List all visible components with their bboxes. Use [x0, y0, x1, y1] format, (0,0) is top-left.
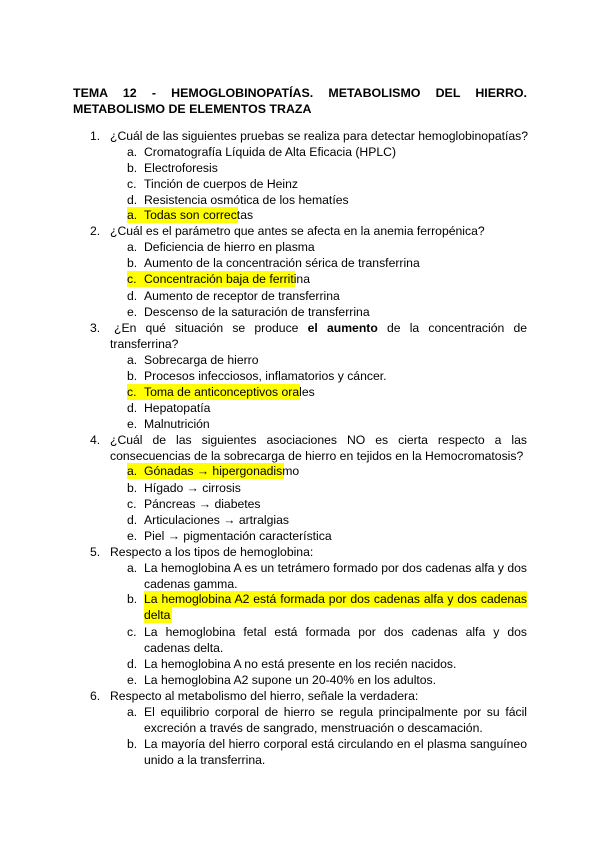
option-letter: b.: [127, 369, 138, 383]
option-highlighted: [127, 384, 315, 400]
question-number: 1.: [90, 129, 101, 143]
option-letter: e.: [127, 305, 138, 319]
option-letter: e.: [127, 529, 138, 543]
option-text: Resistencia osmótica de los hematíes: [144, 193, 349, 207]
option-text-line-1: El equilibrio corporal de hierro se regula principalmente por su fácil: [144, 705, 527, 719]
option-letter: a.: [127, 705, 138, 719]
option-letter: e.: [127, 673, 138, 687]
option-text: Todas son correctas: [144, 208, 254, 222]
question-text-part: ¿En qué situación se produce: [114, 321, 299, 335]
option-text: Cromatografía Líquida de Alta Eficacia (HPLC): [144, 145, 396, 159]
option-text: Hepatopatía: [144, 401, 211, 415]
option-text-line-2: excreción a través de sangrado, menstruación o descamación.: [144, 721, 483, 735]
option-text-line-1: La hemoglobina A es un tetrámero formado por dos cadenas alfa y dos: [144, 561, 527, 575]
option-text: La hemoglobina A no está presente en los recién nacidos.: [144, 657, 457, 671]
option-text: Malnutrición: [144, 417, 210, 431]
option-continuation-highlighted: [144, 607, 172, 623]
option-highlighted: [127, 271, 310, 287]
option-text: Aumento de la concentración sérica de transferrina: [144, 256, 420, 270]
question-text-part: de la concentración de: [386, 321, 528, 335]
option-text-line-2: cadenas delta.: [144, 641, 224, 655]
option-text: Articulaciones → artralgias: [144, 513, 289, 527]
option-letter: a.: [127, 561, 138, 575]
option-text: Tinción de cuerpos de Heinz: [144, 177, 299, 191]
title-line-1: TEMA 12 - HEMOGLOBINOPATÍAS. METABOLISMO DEL HIERRO.: [73, 86, 527, 100]
option-text: Piel → pigmentación característica: [144, 529, 332, 543]
option-text: Sobrecarga de hierro: [144, 353, 259, 367]
option-continuation: [144, 752, 265, 768]
option-text: Deficiencia de hierro en plasma: [144, 240, 315, 254]
option-continuation: [144, 640, 223, 656]
option-text: Aumento de receptor de transferrina: [144, 289, 340, 303]
question-number: 2.: [90, 224, 101, 238]
option-text: Toma de anticonceptivos orales: [144, 385, 315, 399]
option-letter: a.: [127, 208, 138, 222]
option-text: Gónadas → hipergonadismo: [144, 464, 300, 478]
option-letter: b.: [127, 737, 138, 751]
question-text-line-1: ¿Cuál de las siguientes asociaciones NO es cierta respecto a las: [110, 433, 527, 447]
title-line-2: METABOLISMO DE ELEMENTOS TRAZA: [73, 102, 312, 116]
option-letter: b.: [127, 481, 138, 495]
option-letter: d.: [127, 513, 138, 527]
option-text-line-1: La hemoglobina A2 está formada por dos cadenas alfa y dos cadenas: [144, 592, 527, 606]
question-text-line-1: [114, 320, 527, 336]
option-text: Procesos infecciosos, inflamatorios y cáncer.: [144, 369, 387, 383]
option-highlighted: [127, 207, 254, 223]
option-text-line-2: delta: [144, 608, 171, 622]
option-letter: c.: [127, 177, 137, 191]
option-letter: c.: [127, 272, 137, 286]
question-text-line-2: transferrina?: [110, 337, 179, 351]
option-letter: d.: [127, 193, 138, 207]
question-number: 5.: [90, 545, 101, 559]
option-text-line-2: unido a la transferrina.: [144, 753, 266, 767]
option-letter: a.: [127, 464, 138, 478]
option-letter: a.: [127, 353, 138, 367]
question-number: 6.: [90, 689, 101, 703]
option-letter: a.: [127, 145, 138, 159]
question-text: Respecto al metabolismo del hierro, señale la verdadera:: [110, 689, 419, 703]
option-letter: e.: [127, 417, 138, 431]
option-text: Páncreas → diabetes: [144, 497, 261, 511]
question-number: 4.: [90, 433, 101, 447]
option-text-line-2: cadenas gamma.: [144, 577, 238, 591]
question-text-line-2: consecuencias de la sobrecarga de hierro en tejidos en la Hemocromatosis?: [110, 449, 524, 463]
question-text-bold: el aumento: [307, 321, 378, 335]
option-letter: a.: [127, 240, 138, 254]
option-text: La hemoglobina A2 supone un 20-40% en los adultos.: [144, 673, 437, 687]
question-4-line-2: [110, 448, 523, 464]
option-text-line-1: La mayoría del hierro corporal está circulando en el plasma sanguíneo: [144, 737, 527, 751]
page-title: [73, 85, 527, 117]
option-highlighted: [127, 463, 300, 479]
option-letter: b.: [127, 256, 138, 270]
option-letter: d.: [127, 289, 138, 303]
option-text-line-1: La hemoglobina fetal está formada por dos cadenas alfa y dos: [144, 625, 527, 639]
option-text: Concentración baja de ferritina: [144, 272, 310, 286]
question-text: ¿Cuál es el parámetro que antes se afecta en la anemia ferropénica?: [110, 224, 485, 238]
option-continuation: [144, 576, 238, 592]
option-continuation: [144, 720, 483, 736]
option-text: Electroforesis: [144, 161, 218, 175]
question-3-line-2: [110, 336, 178, 352]
question-text: Respecto a los tipos de hemoglobina:: [110, 545, 314, 559]
option-text: Descenso de la saturación de transferrina: [144, 305, 370, 319]
option-letter: c.: [127, 497, 137, 511]
option-letter: b.: [127, 161, 138, 175]
option-letter: d.: [127, 401, 138, 415]
question-text: ¿Cuál de las siguientes pruebas se realiza para detectar hemoglobinopatías?: [110, 129, 529, 143]
option-text: Hígado → cirrosis: [144, 481, 241, 495]
option-letter: c.: [127, 385, 137, 399]
option-letter: d.: [127, 657, 138, 671]
option-letter: b.: [127, 592, 138, 606]
question-number: 3.: [90, 321, 101, 335]
option-letter: c.: [127, 625, 137, 639]
